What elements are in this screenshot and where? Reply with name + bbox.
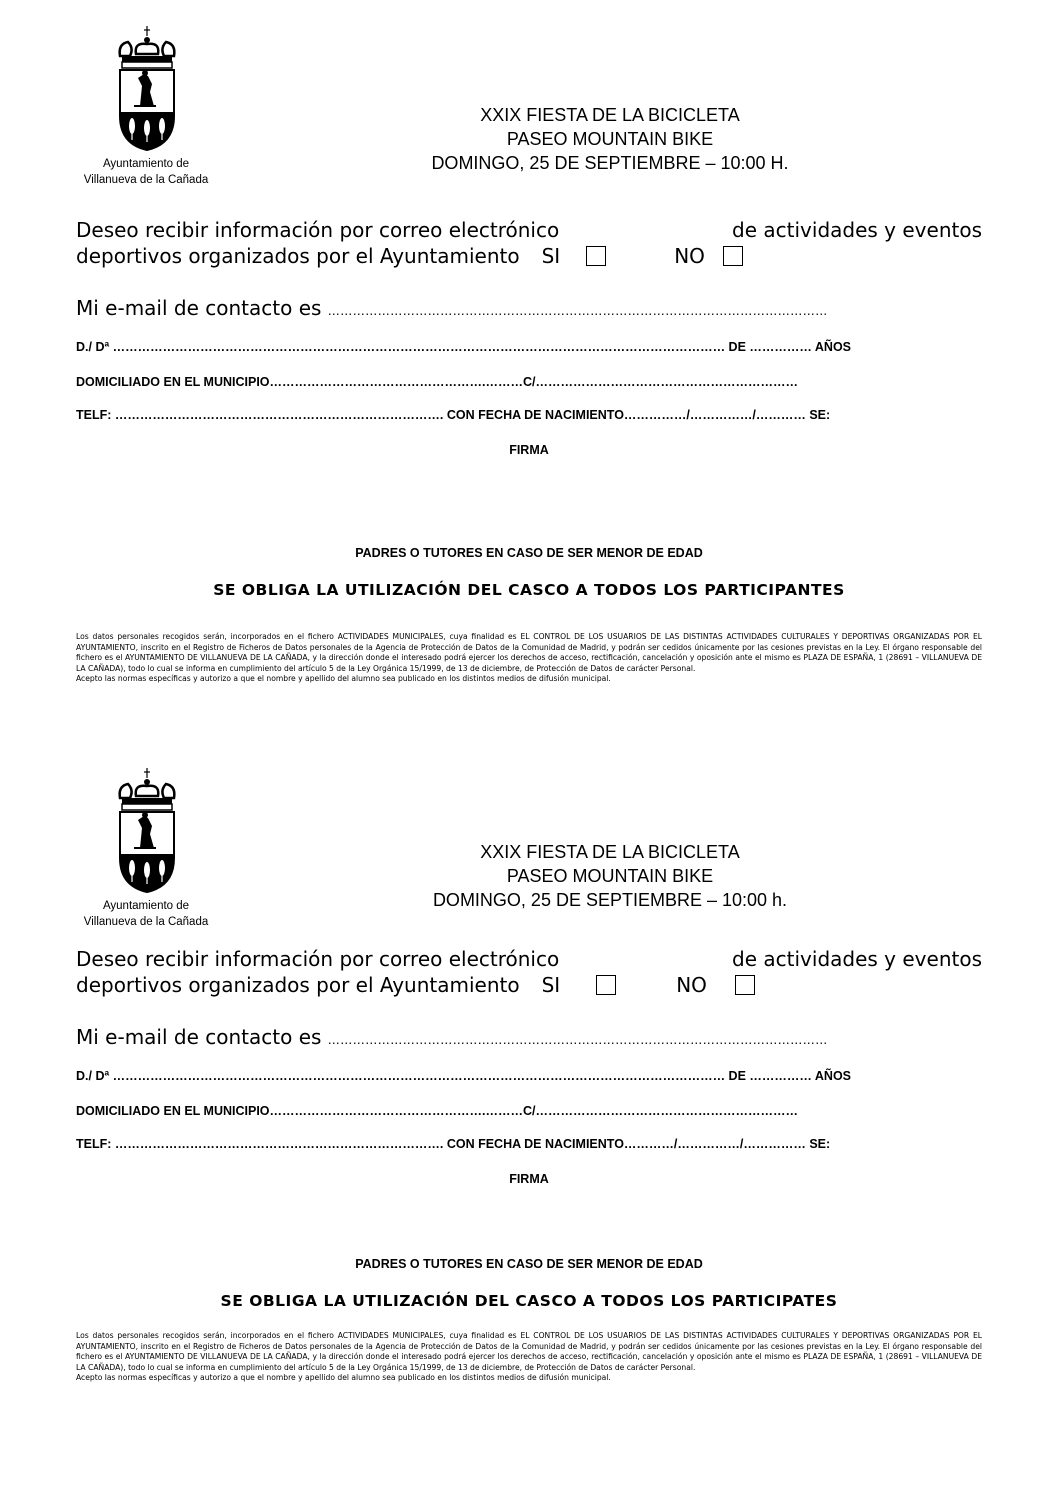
email-blank: …………………………………………………………………………………………………………: [327, 1033, 828, 1047]
event-date: DOMINGO, 25 DE SEPTIEMBRE – 10:00 H.: [431, 153, 789, 173]
consent-text: Acepto las normas específicas y autorizo a que el nombre y apellido del alumno sea publicado en los distintos medios de difusión municipal.: [76, 674, 611, 684]
no-label: NO: [676, 973, 707, 997]
event-subtitle: PASEO MOUNTAIN BIKE: [506, 129, 714, 149]
address-field[interactable]: DOMICILIADO EN EL MUNICIPIO…………………………………………….………C/………………………………………………………: [76, 1104, 798, 1118]
name-age-field[interactable]: D./ Dª ………………………………………………………………………………………………………………………………… DE …………… AÑOS: [76, 340, 852, 354]
logo-caption-line: Ayuntamiento de: [102, 158, 190, 170]
si-label: SI: [541, 244, 561, 268]
consent-text: Acepto las normas específicas y autorizo a que el nombre y apellido del alumno sea publicado en los distintos medios de difusión municipal.: [76, 1373, 611, 1383]
municipal-coat-of-arms: [76, 768, 216, 930]
email-label: Mi e-mail de contacto es: [76, 296, 322, 320]
event-title: [380, 840, 840, 912]
no-label: NO: [674, 244, 705, 268]
helmet-requirement: SE OBLIGA LA UTILIZACIÓN DEL CASCO A TODOS LOS PARTICIPATES: [220, 1292, 838, 1310]
event-title-line: XXIX FIESTA DE LA BICICLETA: [480, 842, 740, 862]
no-checkbox[interactable]: [723, 246, 743, 266]
guardians-note: PADRES O TUTORES EN CASO DE SER MENOR DE EDAD: [355, 546, 703, 560]
preference-text: Deseo recibir información por correo electrónico: [76, 947, 560, 971]
preference-text: Deseo recibir información por correo electrónico: [76, 218, 560, 242]
signature-label: FIRMA: [509, 443, 549, 457]
phone-birthdate-field[interactable]: TELF: ……………………………………………………………………. CON FECHA DE NACIMIENTO……………/……………/………… SE:: [76, 408, 831, 422]
logo-caption: [76, 156, 216, 188]
signature-label: FIRMA: [509, 1172, 549, 1186]
guardians-note: PADRES O TUTORES EN CASO DE SER MENOR DE EDAD: [355, 1257, 703, 1271]
email-preference: [76, 217, 982, 269]
name-age-field[interactable]: D./ Dª ………………………………………………………………………………………………………………………………… DE …………… AÑOS: [76, 1069, 852, 1083]
municipal-coat-of-arms: [76, 26, 216, 188]
si-checkbox[interactable]: [596, 975, 616, 995]
privacy-text: Los datos personales recogidos serán, incorporados en el fichero ACTIVIDADES MUNICIPALES, cuya finalidad es EL CONTROL DE LOS USUARIOS DE LAS DISTINTAS ACTIVIDADES CULTURALES Y DEPORTIVAS ORGANIZADAS POR EL AYUNTAMIENTO, inscrito en el Registro de Ficheros de Datos personales de la Agencia de Protección de Datos de la Comunidad de Madrid, y podrán ser cedidos únicamente por las cesiones previstas en la Ley. El órgano responsable del fichero es el AYUNTAMIENTO DE VILLANUEVA DE LA CAÑADA, y la dirección donde el interesado podrá ejercer los derechos de acceso, rectificación, cancelación y oposición ante el mismo es PLAZA DE ESPAÑA, 1 (28691 – VILLANUEVA DE LA CAÑADA), todo lo cual se informa en cumplimiento del artículo 5 de la Ley Orgánica 15/1999, de 13 de diciembre, de Protección de Datos de carácter Personal.: [76, 1331, 982, 1372]
email-blank: …………………………………………………………………………………………………………: [327, 304, 828, 318]
phone-birthdate-field[interactable]: TELF: ……………………………………………………………………. CON FECHA DE NACIMIENTO…………/……………/…………… SE:: [76, 1137, 831, 1151]
logo-caption: [76, 898, 216, 930]
event-subtitle: PASEO MOUNTAIN BIKE: [506, 866, 714, 886]
address-field[interactable]: DOMICILIADO EN EL MUNICIPIO…………………………………………….………C/………………………………………………………: [76, 375, 798, 389]
event-title-line: XXIX FIESTA DE LA BICICLETA: [480, 105, 740, 125]
event-title: [380, 103, 840, 175]
logo-caption-line: Villanueva de la Cañada: [83, 174, 209, 186]
preference-text: de actividades y eventos: [732, 947, 982, 971]
preference-text: deportivos organizados por el Ayuntamiento: [76, 973, 520, 997]
preference-text: de actividades y eventos: [732, 218, 982, 242]
privacy-text: Los datos personales recogidos serán, incorporados en el fichero ACTIVIDADES MUNICIPALES, cuya finalidad es EL CONTROL DE LOS USUARIOS DE LAS DISTINTAS ACTIVIDADES CULTURALES Y DEPORTIVAS ORGANIZADAS POR EL AYUNTAMIENTO, inscrito en el Registro de Ficheros de Datos personales de la Agencia de Protección de Datos de la Comunidad de Madrid, y podrán ser cedidos únicamente por las cesiones previstas en la Ley. El órgano responsable del fichero es el AYUNTAMIENTO DE VILLANUEVA DE LA CAÑADA, y la dirección donde el interesado podrá ejercer los derechos de acceso, rectificación, cancelación y oposición ante el mismo es PLAZA DE ESPAÑA, 1 (28691 – VILLANUEVA DE LA CAÑADA), todo lo cual se informa en cumplimiento del artículo 5 de la Ley Orgánica 15/1999, de 13 de diciembre, de Protección de Datos de carácter Personal.: [76, 632, 982, 673]
si-label: SI: [541, 973, 561, 997]
preference-text: deportivos organizados por el Ayuntamiento: [76, 244, 520, 268]
privacy-notice: [76, 632, 982, 685]
privacy-notice: [76, 1331, 982, 1384]
coat-of-arms-icon: [116, 768, 178, 894]
no-checkbox[interactable]: [735, 975, 755, 995]
email-field[interactable]: [76, 1024, 982, 1053]
email-field[interactable]: [76, 295, 982, 324]
coat-of-arms-icon: [116, 26, 178, 152]
logo-caption-line: Villanueva de la Cañada: [83, 916, 209, 928]
si-checkbox[interactable]: [586, 246, 606, 266]
email-preference: [76, 946, 982, 998]
logo-caption-line: Ayuntamiento de: [102, 900, 190, 912]
helmet-requirement: SE OBLIGA LA UTILIZACIÓN DEL CASCO A TODOS LOS PARTICIPANTES: [213, 581, 845, 599]
email-label: Mi e-mail de contacto es: [76, 1025, 322, 1049]
event-date: DOMINGO, 25 DE SEPTIEMBRE – 10:00 h.: [432, 890, 788, 910]
